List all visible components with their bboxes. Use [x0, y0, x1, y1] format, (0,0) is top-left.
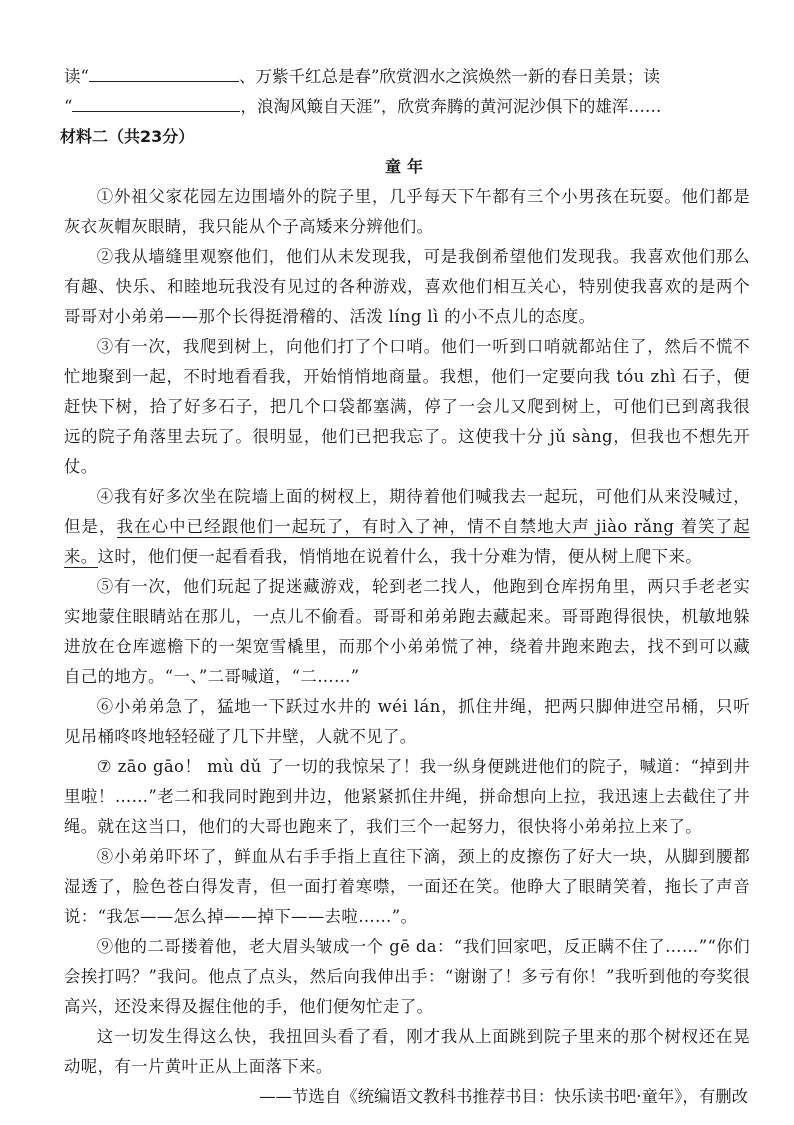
paragraph-1: ①外祖父家花园左边围墙外的院子里，几乎每天下午都有三个小男孩在玩耍。他们都是灰衣灰帽灰眼睛，我只能从个子高矮来分辨他们。: [64, 187, 750, 236]
intro-text: 读“: [64, 67, 89, 86]
intro-line-2: [64, 92, 750, 122]
intro-text: ，浪淘风簸自天涯”，欣赏奔腾的黄河泥沙俱下的雄浑……: [240, 97, 662, 116]
underlined-sentence: 我在心中已经跟他们一起玩了，有时入了神，情不自禁地大声 jiào rǎng 着笑了起来。: [64, 517, 750, 566]
paragraph-4-pre: ④我有好多次坐在院墙上面的树杈上，期待着他们喊我去一起玩，可他们从来没喊过，但是，: [64, 487, 750, 536]
intro-line-1: [64, 62, 750, 92]
intro-text: “: [64, 97, 73, 116]
paragraph-3: ③有一次，我爬到树上，向他们打了个口哨。他们一听到口哨就都站住了，然后不慌不忙地聚到一起，不时地看看我，开始悄悄地商量。我想，他们一定要向我 tóu zhì 石子，便赶快下树，拾了好多石子，把几个口袋都塞满，停了一会儿又爬到树上，可他们已到离我很远的院子角落里去玩了。很明显，他们已把我忘了。这使我十分 jǔ sàng，但我也不想先开仗。: [64, 337, 750, 476]
paragraph-10: 这一切发生得这么快，我扭回头看了看，刚才我从上面跳到院子里来的那个树杈还在晃动呢，有一片黄叶正从上面落下来。: [64, 1027, 750, 1076]
answer-blank-2[interactable]: [72, 95, 240, 112]
paragraph-7: ⑦ zāo gāo！ mù dǔ 了一切的我惊呆了！我一纵身便跳进他们的院子，喊道：“掉到井里啦！……”老二和我同时跑到井边，他紧紧抓住井绳，拼命想向上拉，我迅速上去截住了井绳。就在这当口，他们的大哥也跑来了，我们三个一起努力，很快将小弟弟拉上来了。: [64, 757, 750, 836]
section-heading: 材料二（共23分）: [60, 127, 195, 146]
paragraph-4: [64, 482, 750, 572]
paragraph-5: ⑤有一次，他们玩起了捉迷藏游戏，轮到老二找人，他跑到仓库拐角里，两只手老老实实地蒙住眼睛站在那儿，一点儿不偷看。哥哥和弟弟跑去藏起来。哥哥跑得很快，机敏地躲进放在仓库遮檐下的一架宽雪橇里，而那个小弟弟慌了神，绕着井跑来跑去，找不到可以藏自己的地方。“一、”二哥喊道，“二……”: [64, 577, 750, 686]
paragraph-6: ⑥小弟弟急了，猛地一下跃过水井的 wéi lán，抓住井绳，把两只脚伸进空吊桶，只听见吊桶咚咚地轻轻碰了几下井壁，人就不见了。: [64, 697, 750, 746]
paragraph-4-post: 这时，他们便一起看看我，悄悄地在说着什么，我十分难为情，便从树上爬下来。: [97, 547, 703, 566]
paragraph-9: ⑨他的二哥搂着他，老大眉头皱成一个 gē da：“我们回家吧，反正瞒不住了……”“你们会挨打吗？”我问。他点了点头，然后向我伸出手：“谢谢了！多亏有你！”我听到他的夸奖很高兴，还没来得及握住他的手，他们便匆忙走了。: [64, 937, 750, 1016]
paragraph-8: ⑧小弟弟吓坏了，鲜血从右手手指上直往下滴，颈上的皮擦伤了好大一块，从脚到腰都湿透了，脸色苍白得发青，但一面打着寒噤，一面还在笑。他睁大了眼睛笑着，拖长了声音说：“我怎——怎么掉——掉下——去啦……”。: [64, 847, 750, 926]
paragraph-2: ②我从墙缝里观察他们，他们从未发现我，可是我倒希望他们发现我。我喜欢他们那么有趣、快乐、和睦地玩我没有见过的各种游戏，喜欢他们相互关心，特别使我喜欢的是两个哥哥对小弟弟——那个长得挺滑稽的、活泼 líng lì 的小不点儿的态度。: [64, 247, 750, 326]
answer-blank-1[interactable]: [89, 65, 239, 82]
article-title: 童年: [384, 157, 429, 176]
source-citation: ——节选自《统编语文教科书推荐书目：快乐读书吧·童年》，有删改: [259, 1087, 748, 1106]
intro-text: 、万紫千红总是春”欣赏泗水之滨焕然一新的春日美景；读: [238, 67, 660, 86]
